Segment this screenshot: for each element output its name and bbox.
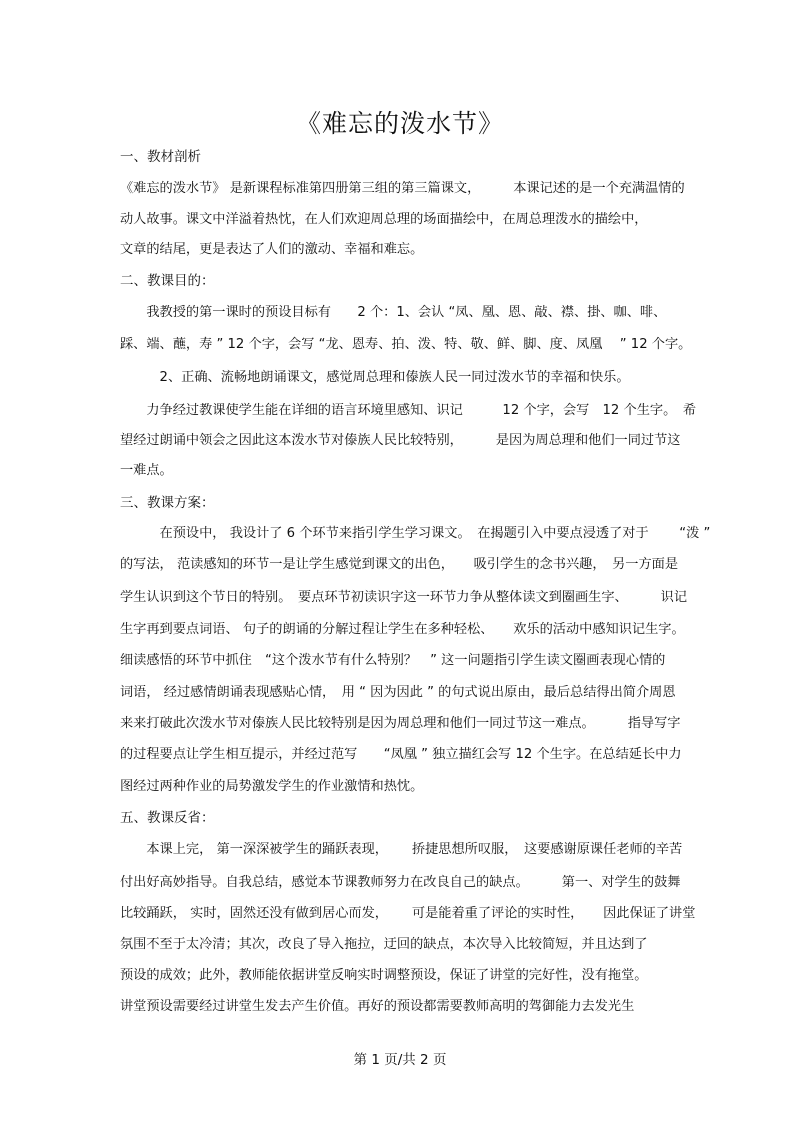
section-heading-materials: 一、教材剖析: [120, 149, 201, 165]
paragraph-line: 2、正确、流畅地朗诵课文，感觉周总理和傣族人民一同过泼水节的幸福和快乐。: [120, 370, 630, 385]
paragraph-line: 图经过两种作业的局势激发学生的作业激情和热忱。: [120, 779, 424, 794]
paragraph-line: 《难忘的泼水节》 是新课程标准第四册第三组的第三篇课文， 本课记述的是一个充满温情的: [120, 181, 685, 196]
paragraph-line: 力争经过教课使学生能在详细的语言环境里感知、识记 12 个字，会写 12 个生字。 希: [120, 403, 697, 418]
paragraph-line: 生字再到要点词语、 句子的朗诵的分解过程让学生在多种轻松、 欢乐的活动中感知识记生字。: [120, 622, 685, 637]
section-heading-plan: 三、教课方案：: [120, 495, 215, 511]
section-heading-goals: 二、教课目的：: [120, 273, 215, 289]
paragraph-line: 动人故事。课文中洋溢着热忱，在人们欢迎周总理的场面描绘中，在周总理泼水的描绘中，: [120, 212, 648, 227]
paragraph-line: 本课上完， 第一深深被学生的踊跃表现， 挢捷思想所叹服， 这要感谢原课任老师的辛苦: [120, 842, 683, 857]
paragraph-line: 我教授的第一课时的预设目标有 2 个：1、会认 “凤、凰、恩、敲、襟、掛、咖、啡、: [120, 305, 667, 320]
paragraph-line: 文章的结尾，更是表达了人们的激动、幸福和难忘。: [120, 242, 424, 257]
paragraph-line: 望经过朗诵中领会之因此这本泼水节对傣族人民比较特别， 是因为周总理和他们一同过节这: [120, 433, 681, 448]
paragraph-line: 预设的成效；此外，教师能依据讲堂反响实时调整预设，保证了讲堂的完好性，没有拖堂。: [120, 968, 648, 983]
paragraph-line: 讲堂预设需要经过讲堂生发去产生价值。再好的预设都需要教师高明的驾御能力去发光生: [120, 999, 635, 1014]
paragraph-line: 在预设中， 我设计了 6 个环节来指引学生学习课文。 在揭题引入中要点浸透了对于 “泼 ”: [120, 526, 711, 541]
page-number-footer: 第 1 页/共 2 页: [353, 1052, 447, 1068]
document-title: 《难忘的泼水节》: [295, 109, 504, 138]
paragraph-line: 词语， 经过感情朗诵表现感贴心情， 用 “ 因为因此 ” 的句式说出原由，最后总结得出简介周恩: [120, 685, 676, 700]
paragraph-line: 一难点。: [120, 463, 173, 478]
paragraph-line: 的过程要点让学生相互提示，并经过范写 “凤凰 ” 独立描红会写 12 个生字。在总结延长中力: [120, 747, 682, 762]
paragraph-line: 踩、端、蘸，寿 ” 12 个字，会写 “龙、恩寿、拍、泼、特、敬、鲜、脚、度、凤凰 ” 12 个字。: [120, 337, 692, 352]
paragraph-line: 来来打破此次泼水节对傣族人民比较特别是因为周总理和他们一同过节这一难点。 指导写字: [120, 716, 681, 731]
paragraph-line: 付出好高妙指导。自我总结，感觉本节课教师努力在改良自己的缺点。 第一、对学生的鼓舞: [120, 875, 681, 890]
paragraph-line: 细读感悟的环节中抓住 “这个泼水节有什么特别？ ” 这一问题指引学生读文圈画表现心情的: [120, 653, 666, 668]
paragraph-line: 氛围不至于太冷清；其次，改良了导入拖拉，迂回的缺点，本次导入比较简短，并且达到了: [120, 937, 648, 952]
paragraph-line: 的写法， 范读感知的环节一是让学生感觉到课文的出色， 吸引学生的念书兴趣， 另一方面是: [120, 557, 679, 572]
paragraph-line: 比较踊跃， 实时，固然还没有做到居心而发， 可是能着重了评论的实时性， 因此保证了讲堂: [120, 906, 696, 921]
section-heading-reflection: 五、教课反省：: [120, 810, 215, 826]
paragraph-line: 学生认识到这个节日的特别。 要点环节初读识字这一环节力争从整体读文到圈画生字、 识记: [120, 590, 688, 605]
